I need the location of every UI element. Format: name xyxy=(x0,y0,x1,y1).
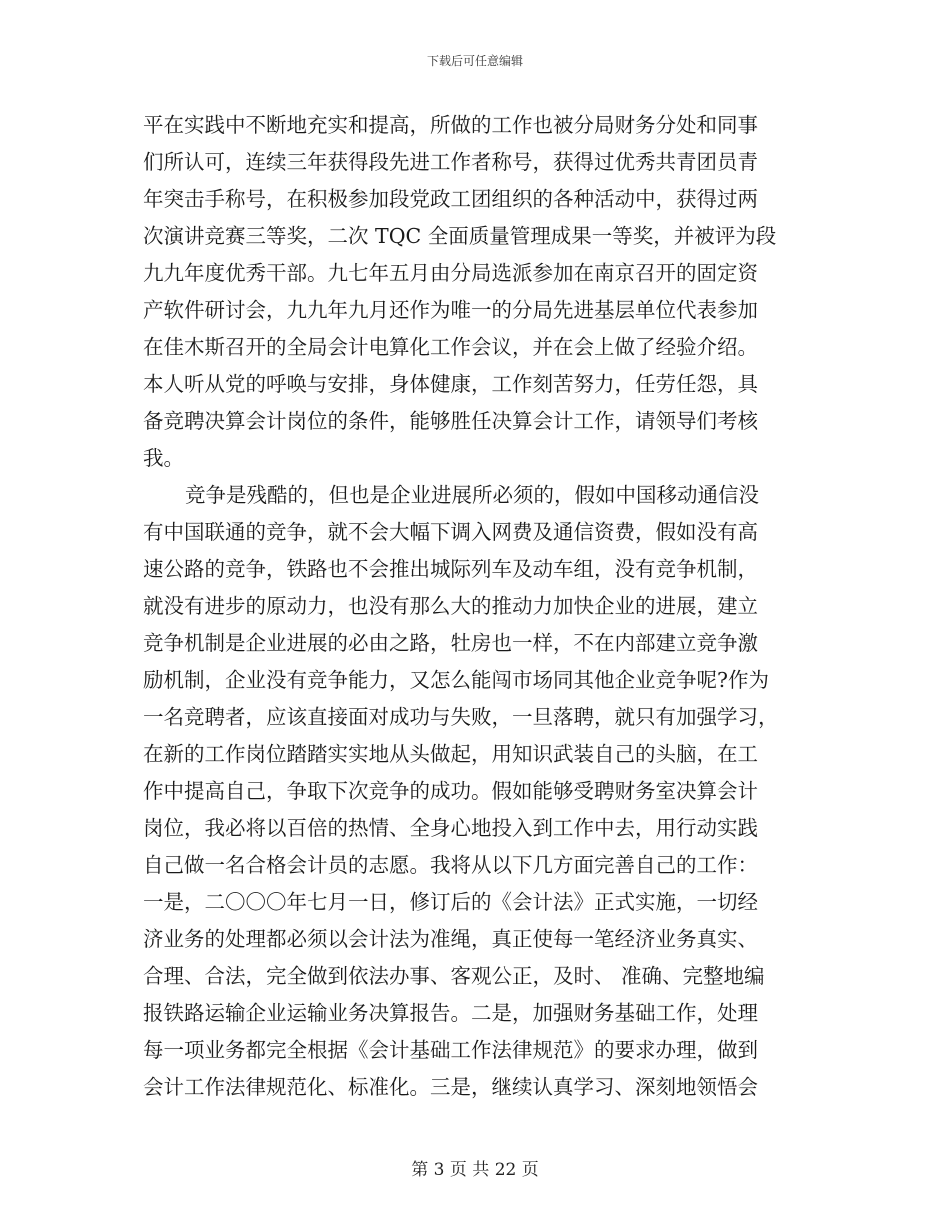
text-line: 每一项业务都完全根据《会计基础工作法律规范》的要求办理，做到 xyxy=(143,1038,758,1062)
text-line: 我。 xyxy=(143,446,184,470)
document-body xyxy=(143,107,807,1106)
text-line: 济业务的处理都必须以会计法为准绳，真正使每一笔经济业务真实、 xyxy=(143,927,758,951)
text-line: 九九年度优秀干部。九七年五月由分局选派参加在南京召开的固定资 xyxy=(143,261,758,285)
text-line: 在佳木斯召开的全局会计电算化工作会议，并在会上做了经验介绍。 xyxy=(143,335,758,359)
text-line: 会计工作法律规范化、标准化。三是，继续认真学习、深刻地领悟会 xyxy=(143,1075,758,1099)
text-line: 次演讲竞赛三等奖，二次 TQC 全面质量管理成果一等奖，并被评为段 xyxy=(143,224,777,248)
text-line: 励机制，企业没有竞争能力，又怎么能闯市场同其他企业竞争呢?作为 xyxy=(143,668,769,692)
text-line: 备竞聘决算会计岗位的条件，能够胜任决算会计工作，请领导们考核 xyxy=(143,409,758,433)
page-header-note: 下载后可任意编辑 xyxy=(426,54,523,68)
text-line: 一是，二〇〇〇年七月一日，修订后的《会计法》正式实施，一切经 xyxy=(143,890,758,914)
text-line: 在新的工作岗位踏踏实实地从头做起，用知识武装自己的头脑，在工 xyxy=(143,742,758,766)
text-line: 们所认可，连续三年获得段先进工作者称号，获得过优秀共青团员青 xyxy=(143,150,758,174)
text-line: 就没有进步的原动力，也没有那么大的推动力加快企业的进展，建立 xyxy=(143,594,758,618)
text-line: 有中国联通的竞争，就不会大幅下调入网费及通信资费，假如没有高 xyxy=(143,520,758,544)
text-line: 本人听从党的呼唤与安排，身体健康，工作刻苦努力，任劳任怨，具 xyxy=(143,372,758,396)
page-number-footer: 第 3 页 共 22 页 xyxy=(411,1160,539,1180)
text-line: 年突击手称号，在积极参加段党政工团组织的各种活动中，获得过两 xyxy=(143,187,758,211)
text-line: 合理、合法，完全做到依法办事、客观公正，及时、 准确、完整地编 xyxy=(143,964,765,988)
text-line: 平在实践中不断地充实和提高，所做的工作也被分局财务分处和同事 xyxy=(143,113,758,137)
text-line: 作中提高自己，争取下次竞争的成功。假如能够受聘财务室决算会计 xyxy=(143,779,758,803)
text-line: 速公路的竞争，铁路也不会推出城际列车及动车组，没有竞争机制， xyxy=(143,557,758,581)
text-line: 报铁路运输企业运输业务决算报告。二是，加强财务基础工作，处理 xyxy=(143,1001,758,1025)
text-line: 竞争机制是企业进展的必由之路，牡房也一样，不在内部建立竞争激 xyxy=(143,631,758,655)
paragraph-first-line: 竞争是残酷的，但也是企业进展所必须的，假如中国移动通信没 xyxy=(185,483,759,507)
text-line: 自己做一名合格会计员的志愿。我将从以下几方面完善自己的工作： xyxy=(143,853,758,877)
text-line: 产软件研讨会，九九年九月还作为唯一的分局先进基层单位代表参加 xyxy=(143,298,758,322)
text-line: 一名竞聘者，应该直接面对成功与失败，一旦落聘，就只有加强学习， xyxy=(143,705,779,729)
text-line: 岗位，我必将以百倍的热情、全身心地投入到工作中去，用行动实践 xyxy=(143,816,758,840)
